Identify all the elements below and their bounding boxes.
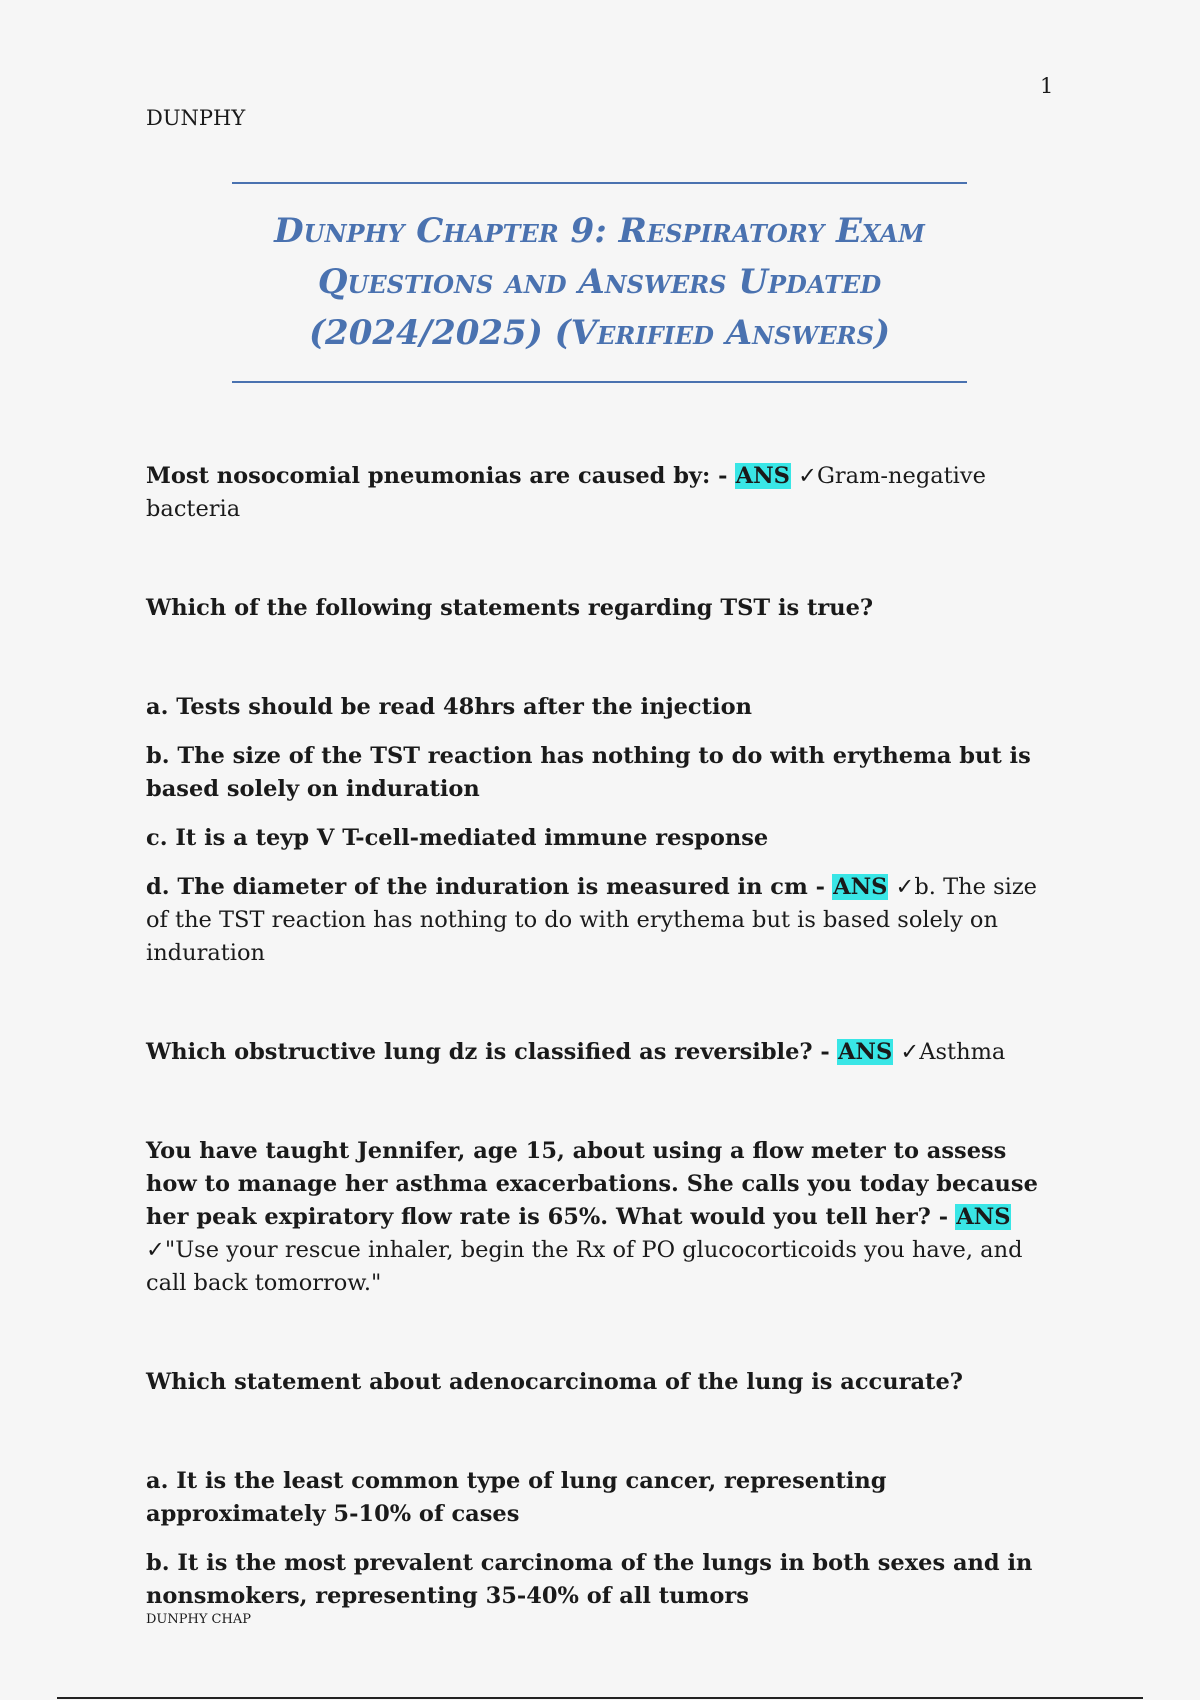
answer-text: Asthma bbox=[919, 1039, 1006, 1065]
title-line-1: Dunphy Chapter 9: Respiratory Exam bbox=[274, 211, 925, 251]
qa-content bbox=[146, 460, 1058, 1613]
ans-label: ANS bbox=[735, 463, 790, 489]
qa-item-1 bbox=[146, 460, 1058, 526]
question-text: You have taught Jennifer, age 15, about using a flow meter to assess how to manage her asthma exacerbations. She calls you today because her peak expiratory flow rate is 65%. What would you tell her? - bbox=[146, 1138, 1038, 1230]
running-header: DUNPHY bbox=[146, 106, 246, 130]
question-5-option-b: b. It is the most prevalent carcinoma of the lungs in both sexes and in nonsmokers, representing 35-40% of all tumors bbox=[146, 1550, 1033, 1609]
question-text: Which obstructive lung dz is classified as reversible? - bbox=[146, 1039, 830, 1065]
running-footer: DUNPHY CHAP bbox=[146, 1612, 251, 1627]
option-d-text: d. The diameter of the induration is measured in cm - bbox=[146, 874, 825, 900]
check-icon: ✓ bbox=[900, 1039, 920, 1065]
question-5-option-a: a. It is the least common type of lung cancer, representing approximately 5-10% of cases bbox=[146, 1468, 887, 1527]
question-2: Which of the following statements regarding TST is true? bbox=[146, 595, 874, 621]
title-line-2: Questions and Answers Updated bbox=[317, 262, 882, 302]
title-line-3: (2024/2025) (Verified Answers) bbox=[308, 313, 891, 353]
answer-text: "Use your rescue inhaler, begin the Rx of PO glucocorticoids you have, and call back tomorrow." bbox=[146, 1237, 1023, 1296]
check-icon: ✓ bbox=[895, 874, 915, 900]
check-icon: ✓ bbox=[798, 463, 817, 489]
ans-label: ANS bbox=[956, 1204, 1011, 1230]
answer-text: b. The size of the TST reaction has nothing to do with erythema but is based solely on induration bbox=[146, 874, 1037, 966]
question-2-option-c: c. It is a teyp V T-cell-mediated immune response bbox=[146, 825, 769, 851]
footer-divider bbox=[57, 1697, 1143, 1699]
ans-label: ANS bbox=[837, 1039, 893, 1065]
question-2-option-b: b. The size of the TST reaction has nothing to do with erythema but is based solely on induration bbox=[146, 743, 1031, 802]
answer-text: Gram-negative bacteria bbox=[146, 463, 986, 522]
title-block bbox=[232, 182, 967, 383]
question-text: Most nosocomial pneumonias are caused by: - bbox=[146, 463, 728, 489]
question-5: Which statement about adenocarcinoma of the lung is accurate? bbox=[146, 1369, 963, 1395]
question-2-option-a: a. Tests should be read 48hrs after the injection bbox=[146, 694, 752, 720]
check-icon: ✓ bbox=[146, 1237, 165, 1263]
question-2-option-d bbox=[146, 871, 1058, 970]
qa-item-3 bbox=[146, 1036, 1058, 1069]
page-number: 1 bbox=[1040, 74, 1054, 98]
qa-item-4 bbox=[146, 1135, 1058, 1300]
ans-label: ANS bbox=[833, 874, 888, 900]
